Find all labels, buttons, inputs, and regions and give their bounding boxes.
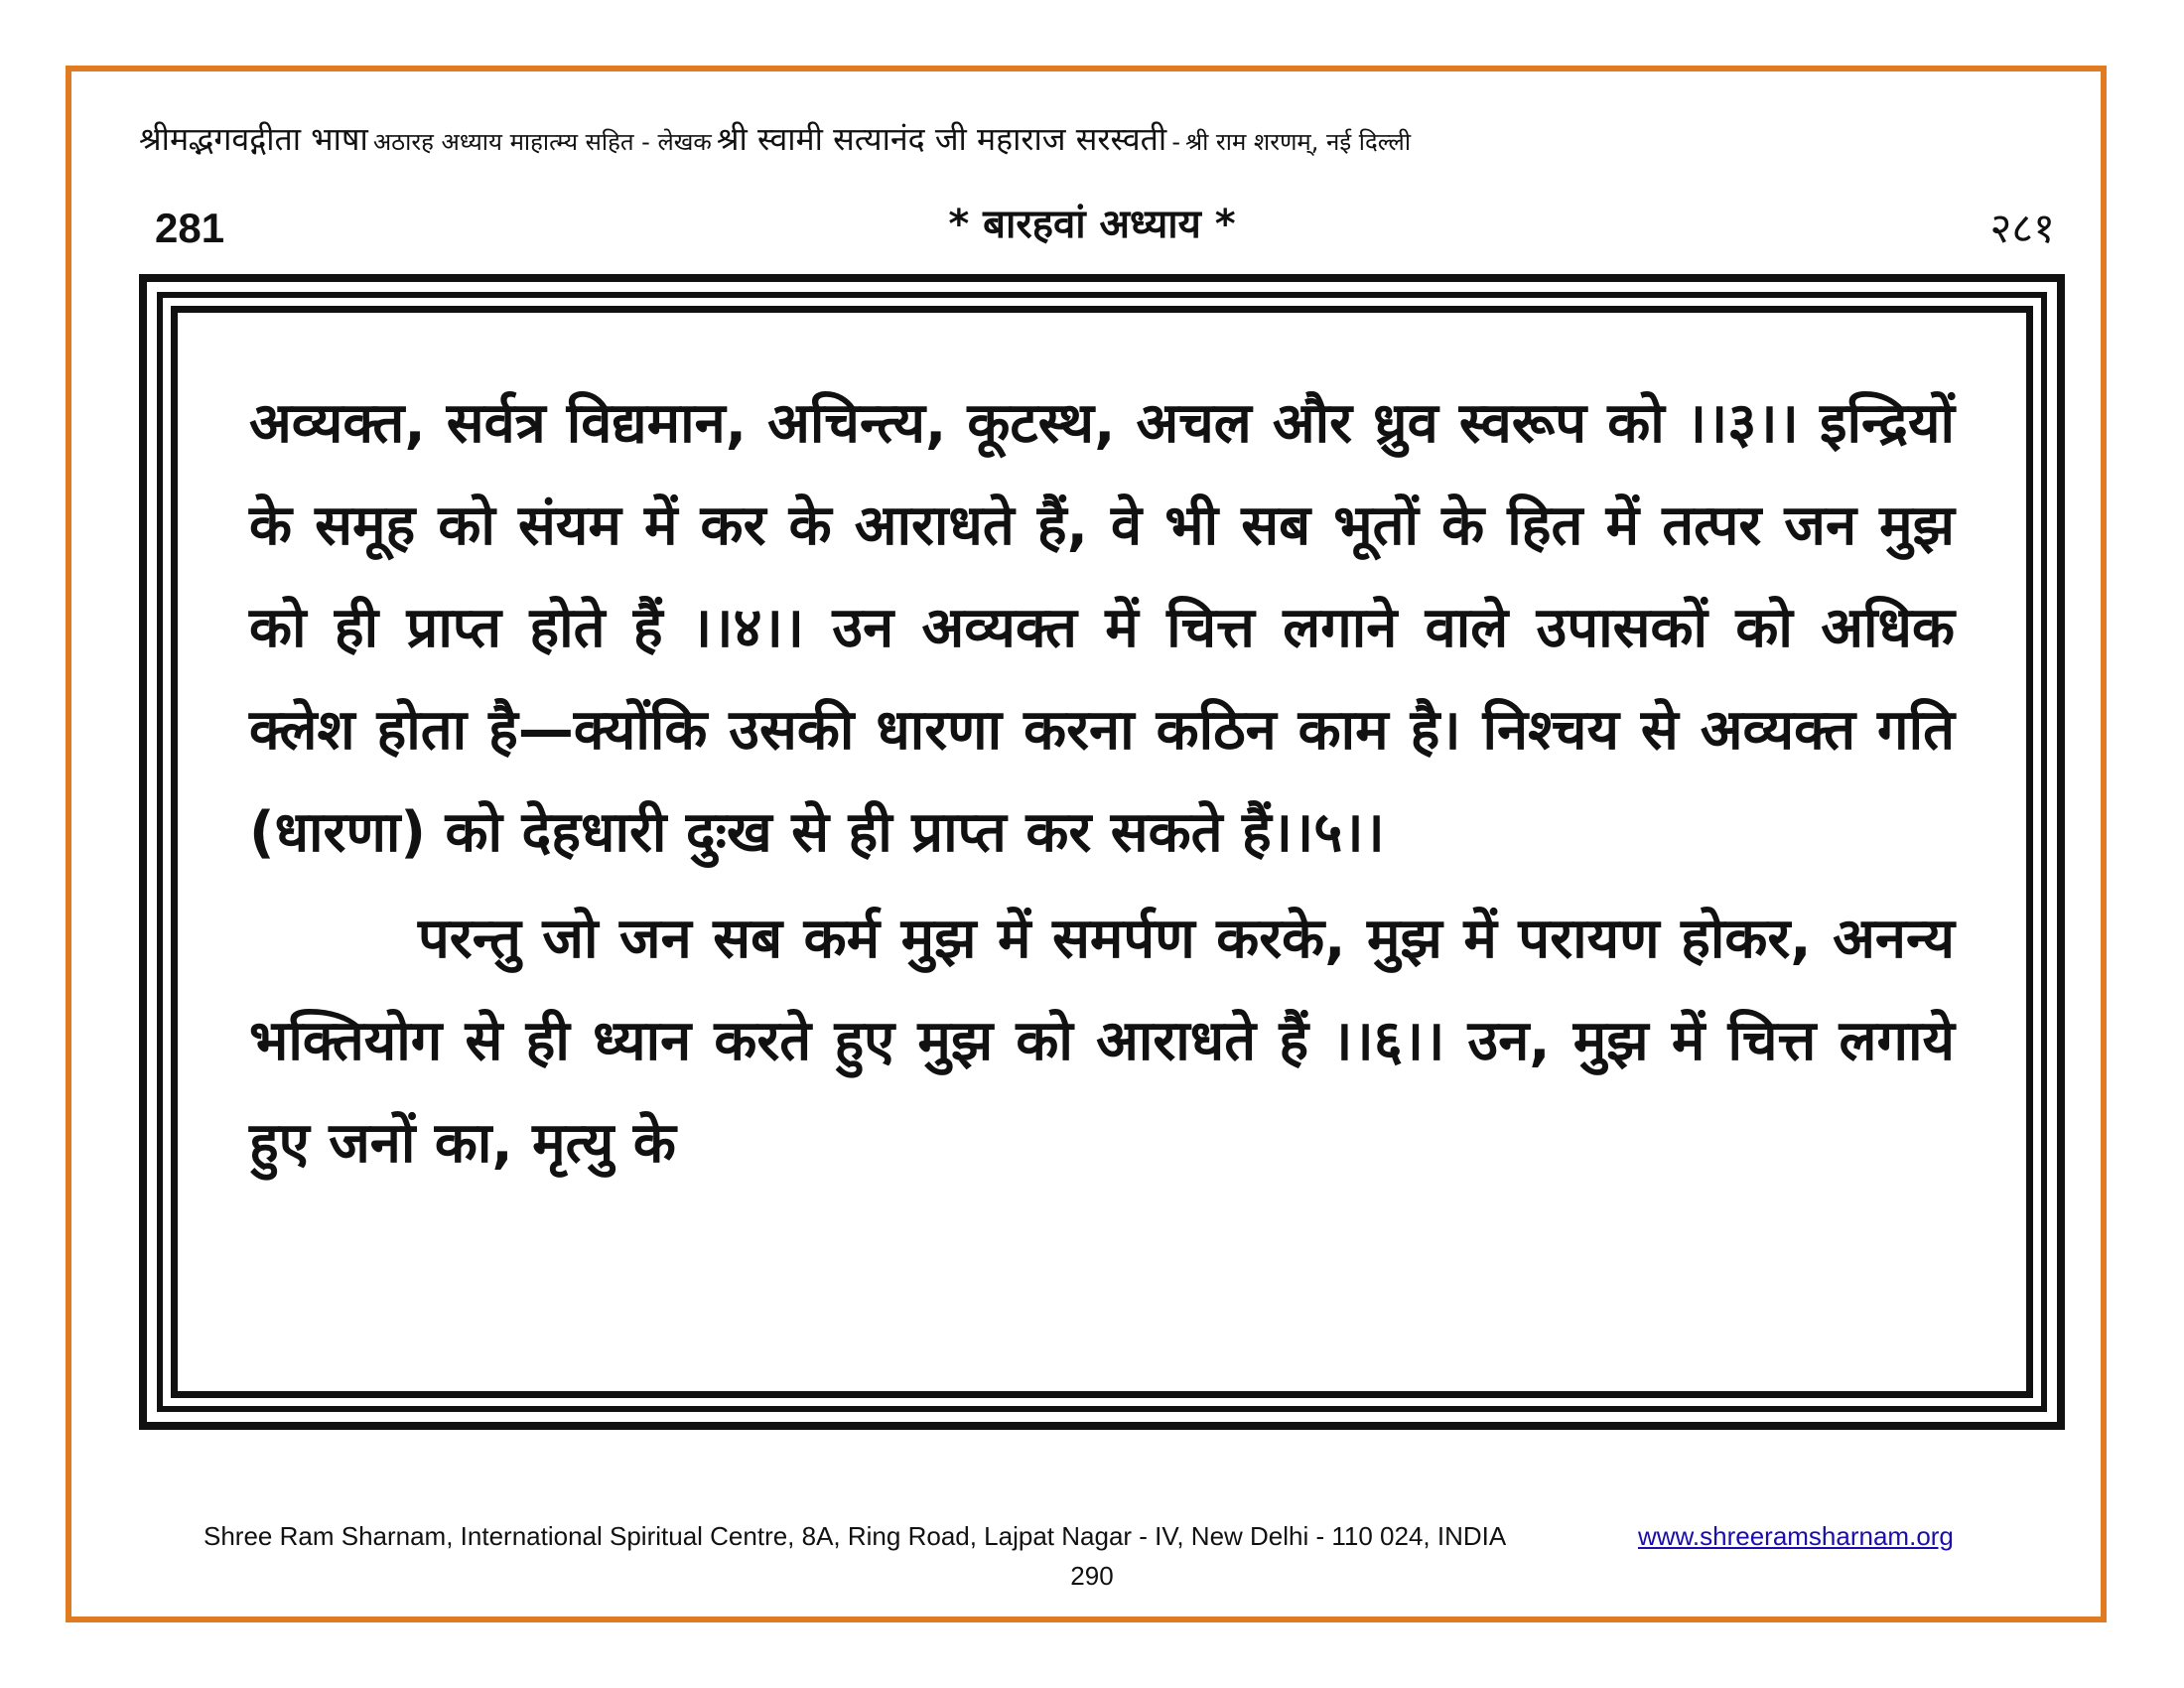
text-box-middle-border [157,292,2047,1412]
scanned-text-box [139,274,2065,1430]
website-link[interactable]: www.shreeramsharnam.org [1638,1521,1954,1551]
verse-paragraph-2: परन्तु जो जन सब कर्म मुझ में समर्पण करके, मुझ में परायण होकर, अनन्य भक्तियोग से ही ध्यान करते हुए मुझ को आराधते हैं ।।६।। उन, मुझ में चित्त लगाये हुए जनों का, मृत्यु के [249,907,1955,1176]
page-number-right: २८१ [1989,204,2055,252]
verse-paragraph-1: अव्यक्त, सर्वत्र विद्यमान, अचिन्त्य, कूटस्थ, अचल और ध्रुव स्वरूप को ।।३।। इन्द्रियों के समूह को संयम में कर के आराधते हैं, वे भी सब भूतों के हित में तत्पर जन मुझ को ही प्राप्त होते हैं ।।४।। उन अव्यक्त में चित्त लगाने वाले उपासकों को अधिक क्लेश होता है—क्योंकि उसकी धारणा करना कठिन काम है। निश्चय से अव्यक्त गति (धारणा) को देहधारी दुःख से ही प्राप्त कर सकते हैं।।५।। [249,391,1955,865]
chapter-title: * बारहवां अध्याय * [948,202,1236,247]
gita-verse-text [249,372,1955,1195]
book-author: श्री स्वामी सत्यानंद जी महाराज सरस्वती [716,120,1167,158]
book-title: श्रीमद्भगवद्गीता भाषा [139,120,368,158]
footer-address: Shree Ram Sharnam, International Spiritual Centre, 8A, Ring Road, Lajpat Nagar - IV, New Delhi - 110 024, INDIA [204,1521,1507,1551]
header-separator: - [1171,128,1180,156]
footer-page-number: 290 [1070,1561,1114,1591]
text-box-inner-border [171,306,2033,1398]
book-publisher: श्री राम शरणम्, नई दिल्ली [1185,128,1412,156]
book-subtitle: अठारह अध्याय माहात्म्य सहित - लेखक [372,128,712,156]
book-header [139,117,2065,160]
page-number-left: 281 [155,205,225,251]
